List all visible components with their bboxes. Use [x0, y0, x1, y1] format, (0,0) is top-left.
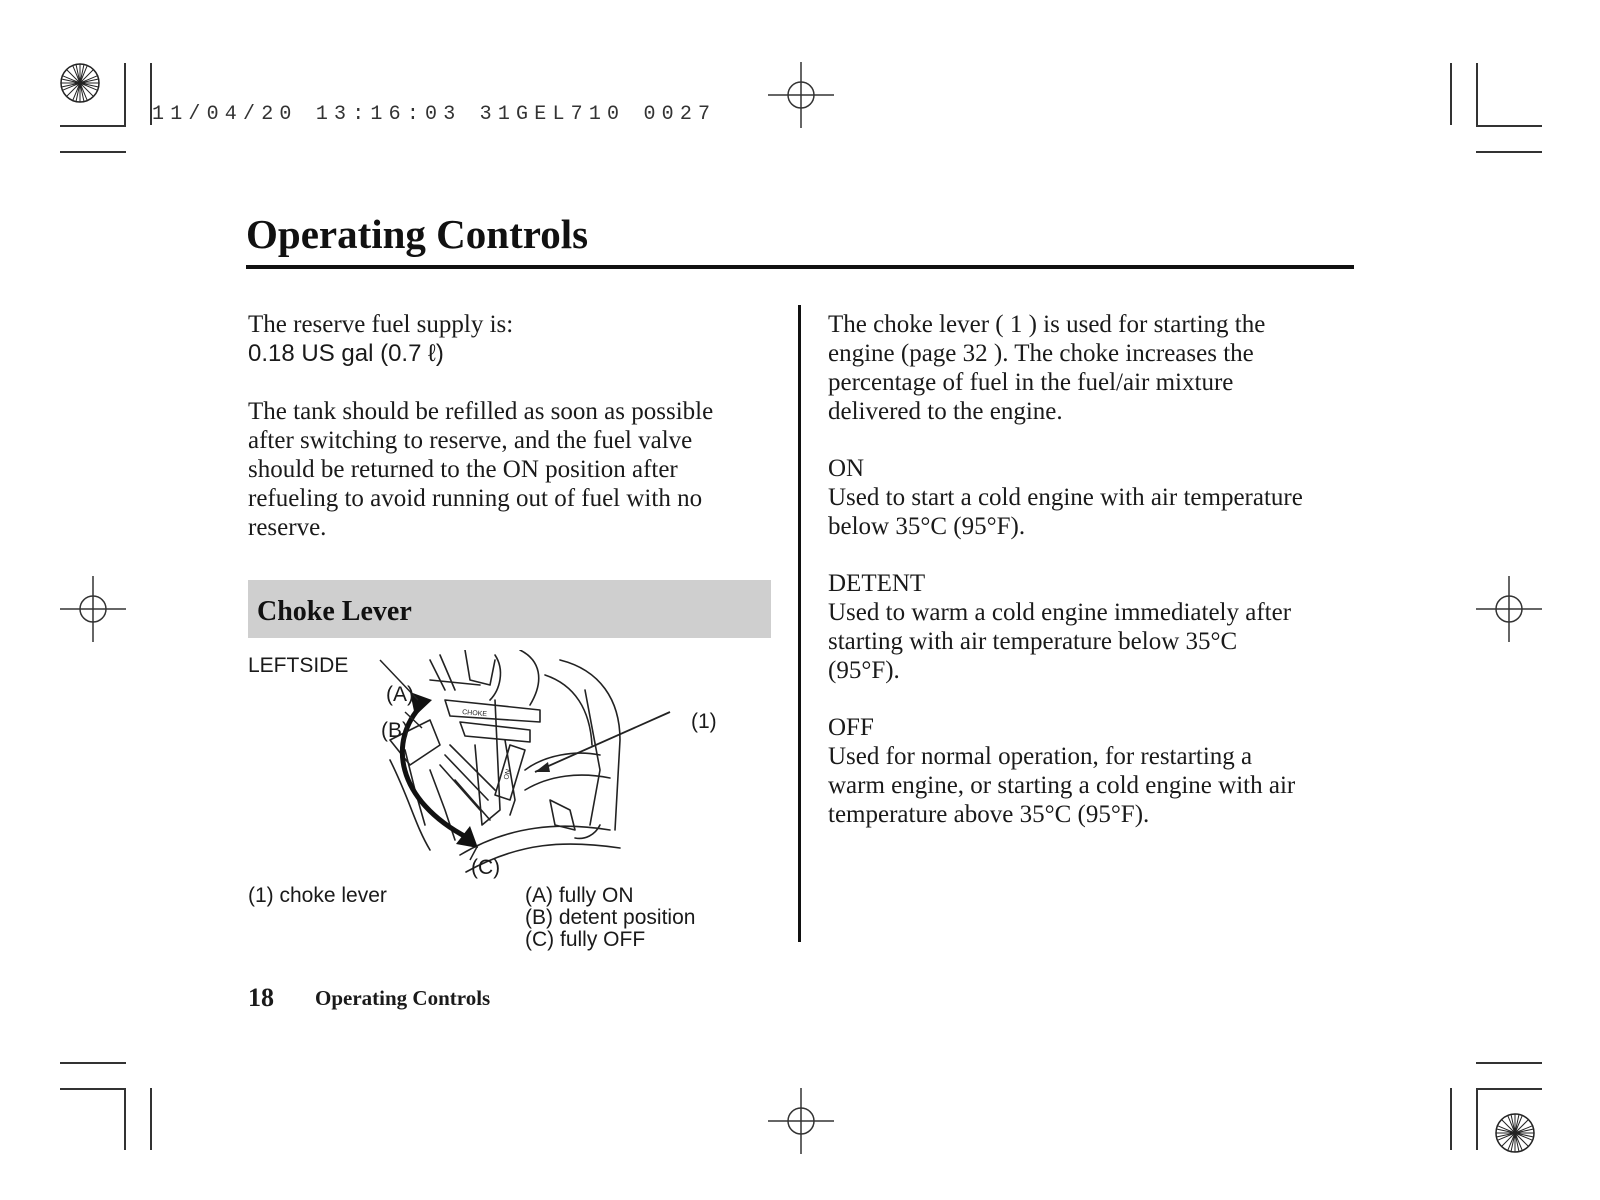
text-line: temperature above 35°C (95°F).	[828, 801, 1150, 828]
text-line: Used to warm a cold engine immediately after	[828, 599, 1292, 626]
text-line: The choke lever ( 1 ) is used for starting the	[828, 311, 1266, 338]
text-line: warm engine, or starting a cold engine with air	[828, 772, 1296, 799]
text-line: (95°F).	[828, 657, 900, 684]
callout-1: (1)	[691, 710, 717, 733]
text-line: engine (page 32 ). The choke increases the	[828, 340, 1254, 367]
text-line: delivered to the engine.	[828, 398, 1063, 425]
text-line: starting with air temperature below 35°C	[828, 628, 1238, 655]
registration-target-icon	[60, 63, 100, 103]
text-line: reserve.	[248, 514, 327, 541]
choke-lever-illustration	[370, 650, 730, 875]
svg-text:ON: ON	[503, 768, 513, 781]
crosshair-icon	[1476, 576, 1542, 642]
crosshair-icon	[60, 576, 126, 642]
text-line: below 35°C (95°F).	[828, 513, 1026, 540]
legend-item: (A) fully ON	[525, 884, 634, 907]
figure-legend-right	[525, 885, 695, 951]
text-line: Used to start a cold engine with air temperature	[828, 484, 1303, 511]
page-number: 18	[248, 983, 274, 1012]
reserve-intro: The reserve fuel supply is:	[248, 311, 514, 338]
callout-a: (A)	[386, 683, 414, 706]
reserve-value: 0.18 US gal (0.7 ℓ)	[248, 340, 444, 367]
crosshair-icon	[768, 1088, 834, 1154]
off-title: OFF	[828, 714, 874, 741]
title-rule	[246, 265, 1354, 269]
legend-item: (C) fully OFF	[525, 928, 646, 951]
on-title: ON	[828, 455, 865, 482]
figure-legend-left: (1) choke lever	[248, 884, 387, 907]
section-heading: Choke Lever	[257, 596, 412, 627]
print-timestamp: 11/04/20 13:16:03 31GEL710 0027	[152, 103, 717, 126]
text-line: should be returned to the ON position after	[248, 456, 678, 483]
choke-intro	[828, 310, 1368, 426]
callout-c: (C)	[471, 856, 501, 879]
page-title: Operating Controls	[246, 211, 589, 257]
off-section	[828, 713, 1368, 829]
refill-paragraph	[248, 397, 768, 542]
crosshair-icon	[768, 62, 834, 128]
svg-text:CHOKE: CHOKE	[461, 709, 488, 719]
text-line: The tank should be refilled as soon as possible	[248, 398, 714, 425]
column-divider	[798, 305, 801, 942]
figure-side-label: LEFTSIDE	[248, 654, 349, 677]
on-section	[828, 454, 1368, 541]
text-line: Used for normal operation, for restarting a	[828, 743, 1253, 770]
detent-section	[828, 569, 1368, 685]
footer-section-title: Operating Controls	[315, 986, 491, 1010]
text-line: after switching to reserve, and the fuel valve	[248, 427, 693, 454]
detent-title: DETENT	[828, 570, 926, 597]
legend-item: (B) detent position	[525, 906, 696, 929]
registration-target-icon	[1495, 1113, 1535, 1153]
callout-b: (B)	[381, 719, 409, 742]
text-line: refueling to avoid running out of fuel with no	[248, 485, 703, 512]
text-line: percentage of fuel in the fuel/air mixture	[828, 369, 1234, 396]
